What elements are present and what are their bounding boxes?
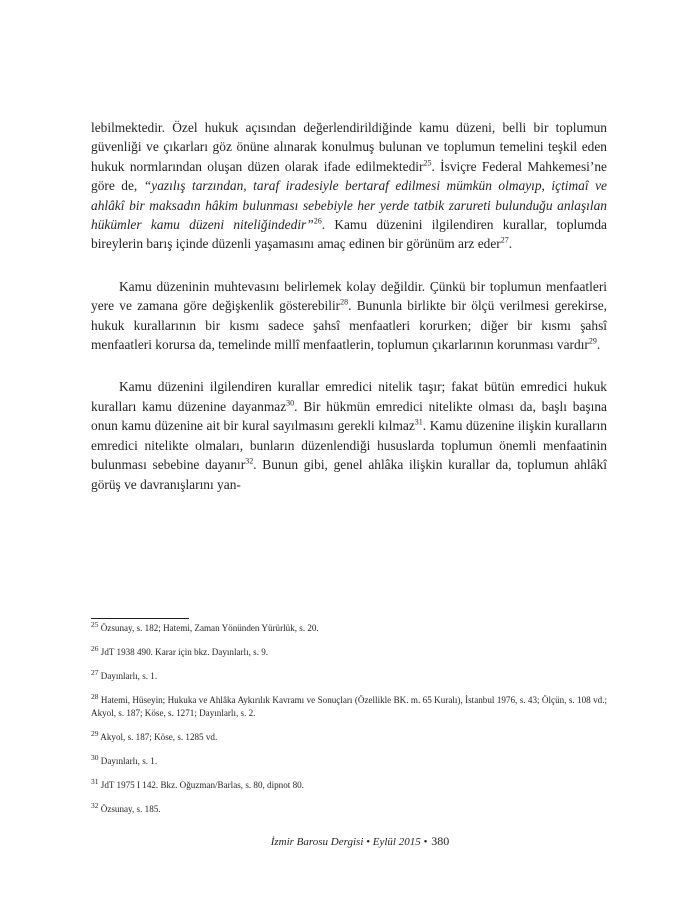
paragraph-2 [91, 277, 607, 355]
footnote-25 [91, 619, 607, 635]
footnote-text: Özsunay, s. 182; Hatemi, Zaman Yönünden Yürürlük, s. 20. [100, 623, 319, 633]
footnote-number: 32 [91, 800, 99, 810]
footnote-32 [91, 800, 607, 816]
paragraph-text: . [596, 337, 601, 353]
footnote-ref[interactable]: 26 [313, 216, 322, 226]
footnote-29 [91, 728, 607, 744]
paragraph-3 [91, 377, 607, 493]
footnote-number: 29 [91, 728, 99, 738]
paragraph-text: . Bununla birlikte bir ölçü verilmesi gerekirse, hukuk kurallarının bir kısmı sadece şahsî menfaatleri korurken; diğer bir kısmı şahsî menfaatleri korursa da, temelinde millî menfaatlerin, toplumun çıkarlarının korunması vardır [91, 298, 607, 353]
footnote-ref[interactable]: 31 [414, 417, 423, 427]
footnote-text: JdT 1975 I 142. Bkz. Oğuzman/Barlas, s. 80, dipnot 80. [100, 780, 304, 790]
paragraph-text: . Kamu düzenine ilişkin kuralların emredici nitelikte olmaları, bunların düzenlendiği hususlarda toplumun önemli menfaatinin bulunması sebebine dayanır [91, 418, 607, 473]
paragraph-text: . İsviçre Federal Mahkemesi’ne göre de, [91, 158, 607, 194]
footnote-30 [91, 752, 607, 768]
paragraph-text: . Kamu düzenini ilgilendiren kurallar, toplumda bireylerin barış içinde düzenli yaşamasını amaç edinen bir görünüm arz eder [91, 217, 607, 252]
footnote-text: Dayınlarlı, s. 1. [100, 756, 158, 766]
footnote-27 [91, 667, 607, 683]
footnote-ref[interactable]: 32 [245, 456, 254, 466]
footnote-31 [91, 776, 607, 792]
footnote-number: 28 [91, 691, 99, 701]
paragraph-text: . Bunun gibi, genel ahlâka ilişkin kurallar da, toplumun ahlâkî görüş ve davranışlarını yan- [91, 457, 607, 492]
footnotes [91, 619, 608, 827]
footnote-ref[interactable]: 25 [423, 158, 432, 168]
footnote-text: Dayınlarlı, s. 1. [100, 671, 158, 681]
footnote-ref[interactable]: 27 [500, 235, 509, 245]
footnote-text: JdT 1938 490. Karar için bkz. Dayınlarlı, s. 9. [100, 647, 269, 657]
paragraph-text: lebilmektedir. Özel hukuk açısından değerlendirildiğinde kamu düzeni, belli bir toplumun güvenliği ve çıkarları göz önüne alınarak konulmuş bulunan ve toplumun temelini teşkil eden hukuk normlarından oluşan düzen olarak ifade edilmektedir [91, 120, 607, 174]
paragraph-text: Kamu düzenini ilgilendiren kurallar emredici nitelik taşır; fakat bütün emredici hukuk kuralları kamu düzenine dayanmaz [91, 379, 607, 414]
journal-name: İzmir Barosu Dergisi • Eylül 2015 • [270, 836, 428, 848]
page-footer [230, 834, 490, 849]
footnote-26 [91, 643, 607, 659]
body-text [91, 118, 607, 517]
footnote-number: 27 [91, 667, 99, 677]
footnote-divider [91, 618, 189, 619]
paragraph-1 [91, 118, 607, 254]
footnote-number: 25 [91, 619, 99, 629]
footnote-number: 30 [91, 752, 99, 762]
footnote-number: 31 [91, 776, 99, 786]
paragraph-text: . Bir hükmün emredici nitelikte olması da, başlı başına onun kamu düzenine ait bir kural sayılmasını gerekli kılmaz [91, 398, 607, 434]
footnote-ref[interactable]: 28 [340, 297, 349, 307]
court-quote: “yazılış tarzından, taraf iradesiyle bertaraf edilmesi mümkün olmayıp, içtimaî ve ahlâkî bir maksadın hâkim bulunması sebebiyle her yerde tatbik zarureti bulunduğu anlaşılan hükümler kamu düzeni niteliğindedir” [91, 178, 607, 233]
paragraph-text: Kamu düzeninin muhtevasını belirlemek kolay değildir. Çünkü bir toplumun menfaatleri yere ve zamana göre değişkenlik gösterebilir [91, 278, 607, 314]
footnote-number: 26 [91, 643, 99, 653]
footnote-text: Akyol, s. 187; Köse, s. 1285 vd. [100, 732, 218, 742]
footnote-text: Özsunay, s. 185. [100, 804, 161, 814]
page-number: 380 [431, 834, 450, 848]
footnote-ref[interactable]: 30 [286, 398, 295, 408]
footnote-text: Hatemi, Hüseyin; Hukuka ve Ahlâka Aykırılık Kavramı ve Sonuçları (Özellikle BK. m. 65 Kuralı), İstanbul 1976, s. 43; Ölçün, s. 108 vd.; Akyol, s. 187; Köse, s. 1271; Dayınlarlı, s. 2. [91, 695, 608, 718]
paragraph-text: . [508, 236, 513, 252]
footnote-28 [91, 691, 608, 720]
footnote-ref[interactable]: 29 [588, 336, 597, 346]
